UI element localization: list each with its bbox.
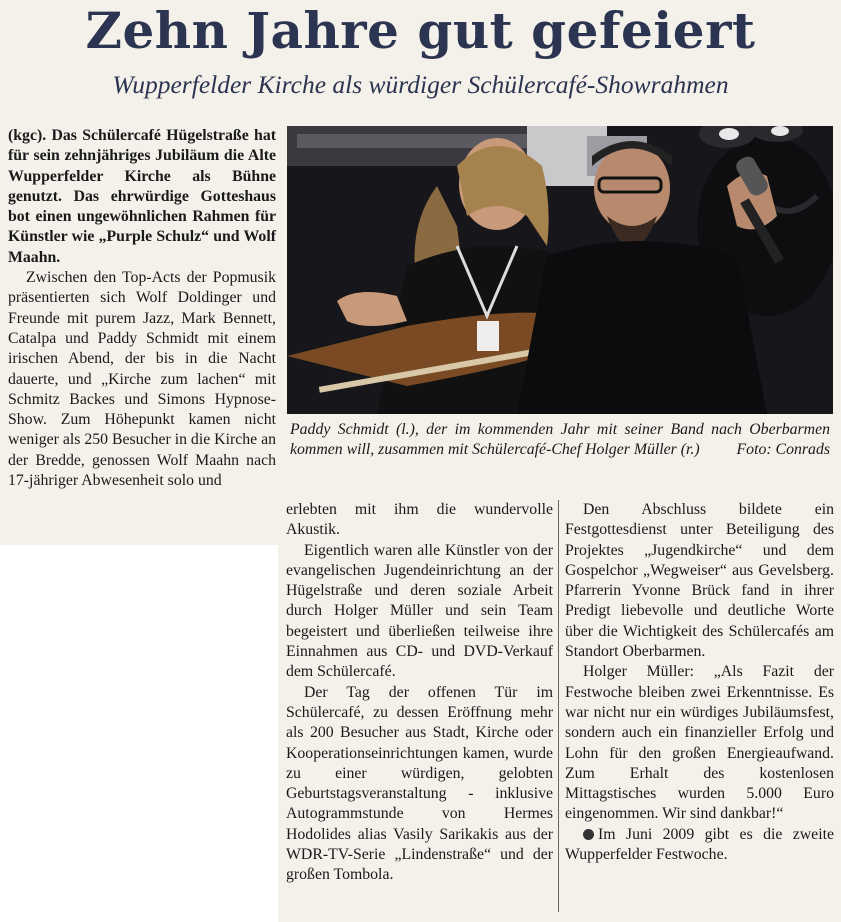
- article-column-1: [8, 126, 276, 491]
- body-paragraph: Den Abschluss bildete ein Festgottesdienst unter Beteiligung des Projektes „Jugendkirche“ und dem Gospelchor „Wegweiser“ aus Gevelsberg. Pfarrerin Yvonne Brück fand in ihrer Predigt liebevolle und deutliche Worte über die Wichtigkeit des Schülercafés am Standort Oberbarmen.: [565, 501, 834, 661]
- subheadline: Wupperfelder Kirche als würdiger Schülercafé-Showrahmen: [112, 70, 729, 99]
- closing-note-text: Im Juni 2009 gibt es die zweite Wupperfelder Festwoche.: [565, 825, 834, 864]
- closing-note: [565, 825, 834, 866]
- photo-credit: Foto: Conrads: [736, 441, 830, 458]
- body-paragraph: Der Tag der offenen Tür im Schülercafé, zu dessen Eröffnung mehr als 200 Besucher aus Stadt, Kirche oder Kooperationseinrichtungen kamen, wurde zu einer würdigen, gelobten Geburtstagsveranstaltung - inklusive Autogrammstunde von Hermes Hodolides alias Vasily Sarikakis aus der WDR-TV-Serie „Lindenstraße“ und der großen Tombola.: [286, 683, 553, 884]
- article-column-2: [286, 500, 553, 886]
- body-paragraph: erlebten mit ihm die wundervolle Akustik.: [286, 501, 553, 539]
- clipping-cutout-area: [0, 545, 278, 922]
- photo-illustration: [287, 126, 833, 414]
- photo-caption: [290, 420, 830, 460]
- column-divider: [558, 500, 559, 912]
- body-paragraph: Zwischen den Top-Acts der Popmusik präsentierten sich Wolf Doldinger und Freunde mit purem Jazz, Mark Bennett, Catalpa und Paddy Schmidt mit einem irischen Abend, der bis in die Nacht dauerte, und „Kirche zum lachen“ mit Schmitz Backes und Simons Hypnose-Show. Zum Höhepunkt kamen nicht weniger als 250 Besucher in die Kirche an der Bredde, genossen Wolf Maahn nach 17-jähriger Abwesenheit solo und: [8, 269, 277, 490]
- article-photo: [287, 126, 833, 414]
- headline: Zehn Jahre gut gefeiert: [85, 1, 756, 60]
- article-column-3: [565, 500, 834, 865]
- lead-paragraph: (kgc). Das Schülercafé Hügelstraße hat für sein zehnjähriges Jubiläum die Alte Wupperfelder Kirche als Bühne genutzt. Das ehrwürdige Gotteshaus bot einen ungewöhnlichen Rahmen für Künstler wie „Purple Schulz“ und Wolf Maahn.: [8, 127, 276, 266]
- bullet-icon: [583, 829, 594, 840]
- caption-text: Paddy Schmidt (l.), der im kommenden Jahr mit seiner Band nach Oberbarmen kommen will, zusammen mit Schülercafé-Chef Holger Müller (r.): [290, 421, 830, 458]
- body-paragraph: Holger Müller: „Als Fazit der Festwoche bleiben zwei Erkenntnisse. Es war nicht nur ein würdiges Jubiläumsfest, sondern auch ein finanzieller Erfolg und Lohn für den großen Energieaufwand. Zum Erhalt des kostenlosen Mittagstisches wurden 5.000 Euro eingenommen. Wir sind dankbar!“: [565, 663, 834, 823]
- body-paragraph: Eigentlich waren alle Künstler von der evangelischen Jugendeinrichtung an der Hügelstraße und deren soziale Arbeit durch Holger Müller und sein Team begeistert und überließen teilweise ihre Einnahmen aus CD- und DVD-Verkauf dem Schülercafé.: [286, 541, 553, 681]
